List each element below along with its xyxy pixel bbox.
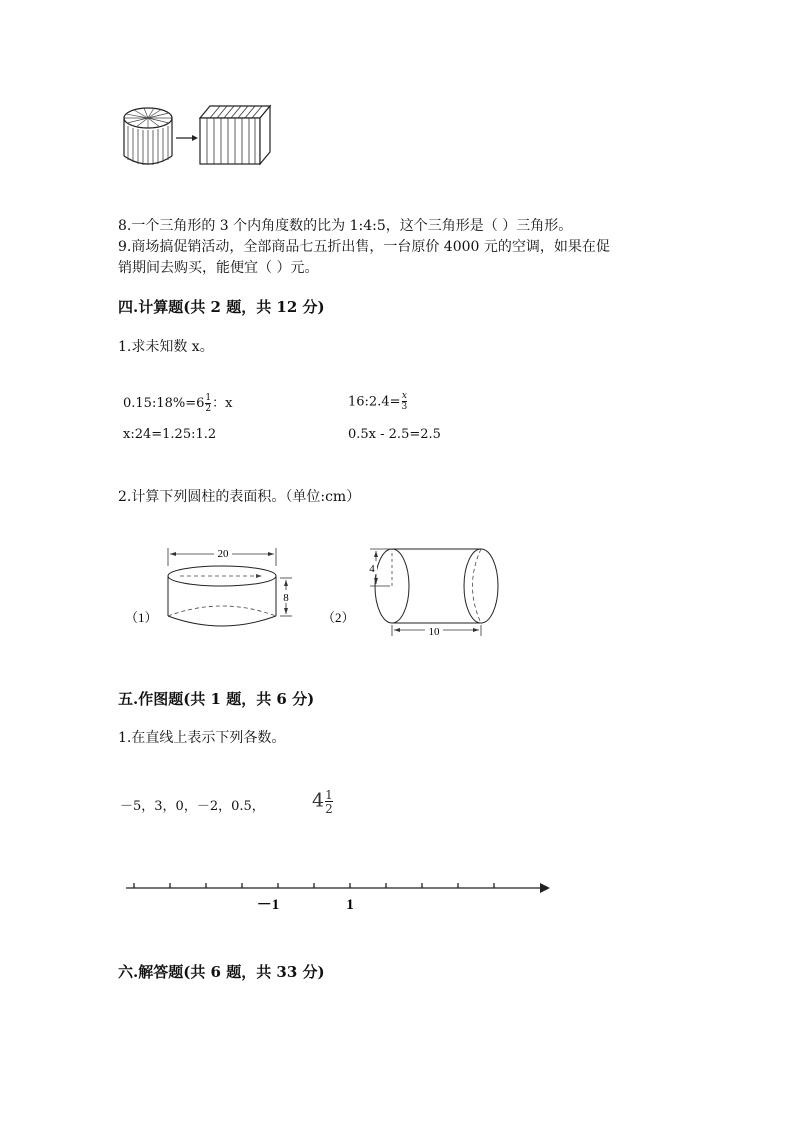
equation-2-fraction: $\frac{x}{3}$ (401, 391, 408, 412)
number-line (120, 876, 560, 916)
section-5-title: 五.作图题(共 1 题，共 6 分) (118, 690, 315, 708)
equation-3: x:24=1.25:1.2 (123, 427, 217, 442)
fig2-label: （2） (322, 610, 355, 625)
equation-1-right: ：x (212, 396, 233, 411)
equation-1-fraction: $\frac{1}{2}$ (205, 392, 212, 414)
section-5-q1-prompt: 1.在直线上表示下列各数。 (118, 730, 286, 746)
section-4-q2-prompt: 2.计算下列圆柱的表面积。（单位:cm） (118, 489, 361, 505)
section-4-title: 四.计算题(共 2 题，共 12 分) (118, 298, 325, 316)
cylinder-figures (120, 540, 520, 640)
question-9-line-1: 9.商场搞促销活动，全部商品七五折出售，一台原价 4000 元的空调，如果在促 (118, 239, 610, 255)
fig1-label: （1） (125, 610, 158, 625)
question-8: 8.一个三角形的 3 个内角度数的比为 1:4:5，这个三角形是（ ）三角形。 (118, 218, 573, 234)
section-4-q1-prompt: 1.求未知数 x。 (118, 339, 214, 355)
equation-2-left: 16:2.4= (348, 394, 401, 410)
fig2-radius: 4 (369, 563, 375, 575)
section-6-title: 六.解答题(共 6 题，共 33 分) (118, 963, 325, 981)
question-9-line-2: 销期间去购买，能便宜（ ）元。 (118, 260, 319, 276)
equation-1-left: 0.15:18%=6 (123, 396, 205, 411)
numbers-list: －5，3，0，－2，0.5， (120, 799, 265, 814)
mixed-number: 4 $\frac{1}{2}$ (312, 788, 333, 816)
axis-label-pos1: 1 (346, 897, 354, 913)
fig2-length: 10 (428, 626, 440, 638)
axis-arrow (540, 883, 550, 893)
fig1-height: 8 (283, 592, 289, 604)
fig1-diameter: 20 (217, 548, 229, 560)
equation-2 (348, 392, 408, 412)
cylinder-rearrange-figure (118, 100, 278, 170)
axis-label-neg1: －1 (256, 897, 280, 913)
arrow-glyph: → (118, 100, 119, 101)
equation-1 (123, 392, 232, 414)
equation-4: 0.5x - 2.5=2.5 (348, 427, 441, 442)
